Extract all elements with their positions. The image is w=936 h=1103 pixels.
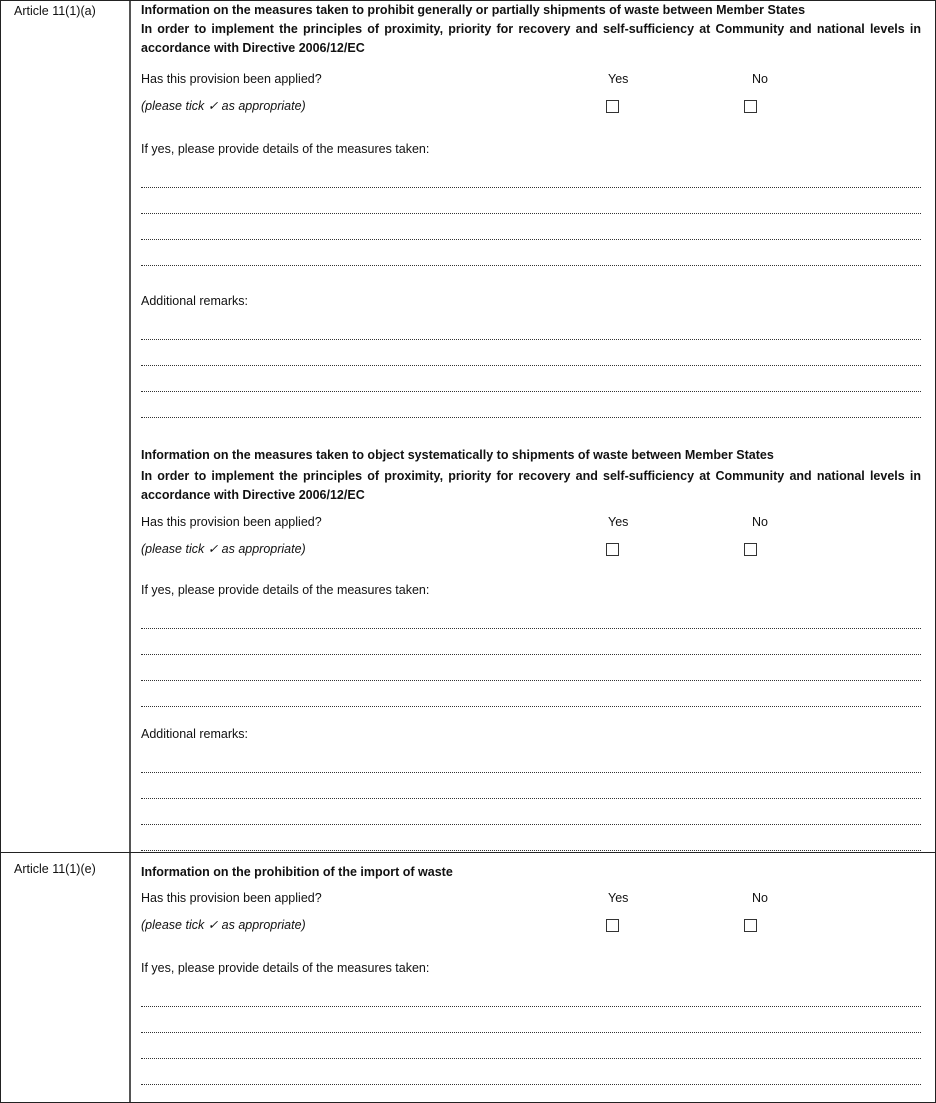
applied-question: Has this provision been applied?: [141, 515, 322, 529]
yes-checkbox[interactable]: [606, 543, 619, 556]
block-subtitle: In order to implement the principles of proximity, priority for recovery and self-sufficiency at Community and national levels in accordance with Directive 2006/12/EC: [141, 22, 921, 55]
details-line[interactable]: [141, 655, 921, 681]
details-lines: [141, 981, 921, 1085]
details-line[interactable]: [141, 1033, 921, 1059]
tick-row: [141, 912, 921, 939]
tick-hint: (please tick ✓ as appropriate): [141, 542, 306, 556]
details-line[interactable]: [141, 214, 921, 240]
remarks-label: Additional remarks:: [141, 294, 248, 308]
details-line[interactable]: [141, 162, 921, 188]
no-label: No: [752, 72, 768, 86]
details-label: If yes, please provide details of the measures taken:: [141, 583, 430, 597]
remarks-lines: [141, 747, 921, 851]
details-line[interactable]: [141, 603, 921, 629]
block-object-shipments: [141, 444, 921, 851]
article-label: Article 11(1)(e): [1, 853, 131, 1102]
remarks-line[interactable]: [141, 366, 921, 392]
details-line[interactable]: [141, 681, 921, 707]
no-checkbox[interactable]: [744, 100, 757, 113]
block-title: Information on the measures taken to object systematically to shipments of waste between Member States: [141, 448, 774, 462]
remarks-line[interactable]: [141, 747, 921, 773]
details-lines: [141, 162, 921, 266]
yes-checkbox[interactable]: [606, 919, 619, 932]
tick-row: [141, 536, 921, 563]
details-line[interactable]: [141, 1059, 921, 1085]
details-line[interactable]: [141, 1007, 921, 1033]
remarks-line[interactable]: [141, 825, 921, 851]
remarks-line[interactable]: [141, 314, 921, 340]
block-title: Information on the measures taken to prohibit generally or partially shipments of waste between Member States: [141, 3, 806, 17]
section-content: [131, 1, 935, 852]
block-prohibit-shipments: [141, 1, 921, 418]
block-subtitle: In order to implement the principles of proximity, priority for recovery and self-sufficiency at Community and national levels in accordance with Directive 2006/12/EC: [141, 469, 921, 502]
remarks-line[interactable]: [141, 392, 921, 418]
section-article-11-1-a: [1, 0, 935, 852]
remarks-label: Additional remarks:: [141, 727, 248, 741]
tick-hint: (please tick ✓ as appropriate): [141, 99, 306, 113]
section-content: [131, 853, 935, 1102]
remarks-line[interactable]: [141, 799, 921, 825]
no-checkbox[interactable]: [744, 919, 757, 932]
details-line[interactable]: [141, 240, 921, 266]
no-label: No: [752, 891, 768, 905]
details-line[interactable]: [141, 629, 921, 655]
yes-label: Yes: [608, 515, 629, 529]
applied-question: Has this provision been applied?: [141, 72, 322, 86]
remarks-lines: [141, 314, 921, 418]
tick-row: [141, 93, 921, 120]
no-checkbox[interactable]: [744, 543, 757, 556]
block-prohibit-import: [141, 853, 921, 1085]
details-label: If yes, please provide details of the measures taken:: [141, 961, 430, 975]
applied-question-row: [141, 66, 921, 93]
block-title: Information on the prohibition of the import of waste: [141, 865, 453, 879]
article-label: Article 11(1)(a): [1, 1, 131, 852]
tick-hint: (please tick ✓ as appropriate): [141, 918, 306, 932]
yes-label: Yes: [608, 72, 629, 86]
yes-checkbox[interactable]: [606, 100, 619, 113]
remarks-line[interactable]: [141, 773, 921, 799]
applied-question-row: [141, 509, 921, 536]
details-line[interactable]: [141, 188, 921, 214]
applied-question-row: [141, 885, 921, 912]
details-lines: [141, 603, 921, 707]
details-line[interactable]: [141, 981, 921, 1007]
details-label: If yes, please provide details of the measures taken:: [141, 142, 430, 156]
applied-question: Has this provision been applied?: [141, 891, 322, 905]
no-label: No: [752, 515, 768, 529]
remarks-line[interactable]: [141, 340, 921, 366]
section-article-11-1-e: [1, 852, 935, 1102]
yes-label: Yes: [608, 891, 629, 905]
